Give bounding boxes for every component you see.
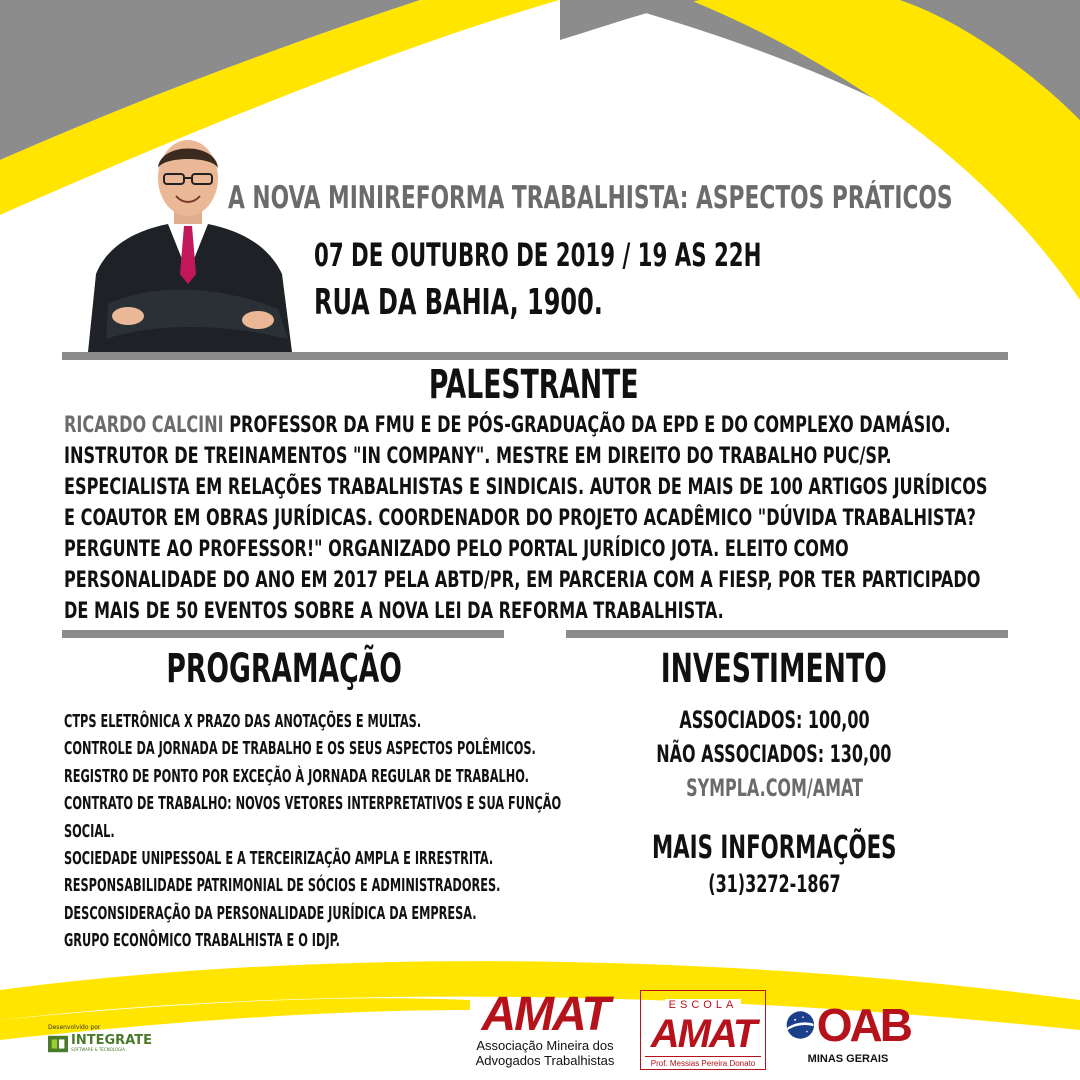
speaker-bio bbox=[64, 410, 1003, 627]
oab-region: MINAS GERAIS bbox=[807, 1053, 889, 1065]
divider-right bbox=[566, 630, 1008, 638]
integrate-logo bbox=[48, 1024, 152, 1058]
integrate-brand: INTEGRATE bbox=[71, 1033, 152, 1048]
program-item: CONTRATO DE TRABALHO: NOVOS VETORES INTERPRETATIVOS E SUA FUNÇÃO bbox=[64, 794, 562, 815]
event-title: A NOVA MINIREFORMA TRABALHISTA: ASPECTOS PRÁTICOS bbox=[228, 180, 953, 216]
price-non-members bbox=[574, 740, 974, 768]
more-info-heading-text: MAIS INFORMAÇÕES bbox=[651, 828, 897, 866]
program-heading-text: PROGRAMAÇÃO bbox=[166, 646, 402, 692]
escola-logo-text: AMAT bbox=[650, 1012, 756, 1056]
price-members bbox=[574, 706, 974, 734]
contact-phone bbox=[574, 870, 974, 898]
investment-heading-text: INVESTIMENTO bbox=[660, 646, 888, 692]
amat-logo-text: AMAT bbox=[481, 988, 609, 1041]
program-heading bbox=[84, 646, 484, 692]
registration-link-text[interactable]: SYMPLA.COM/AMAT bbox=[685, 774, 863, 802]
more-info-heading bbox=[574, 828, 974, 866]
price-non-members-text: NÃO ASSOCIADOS: 130,00 bbox=[656, 740, 892, 768]
oab-logo bbox=[786, 1000, 910, 1074]
program-item: SOCIAL. bbox=[64, 821, 115, 842]
amat-name-line1: Associação Mineira dos bbox=[476, 1038, 614, 1053]
globe-icon bbox=[786, 1003, 815, 1047]
speaker-bio-text: PROFESSOR DA FMU E DE PÓS-GRADUAÇÃO DA EPD E DO COMPLEXO DAMÁSIO. INSTRUTOR DE TREINAMENTOS "IN COMPANY". MESTRE EM DIREITO DO TRABALHO PUC/SP. ESPECIALISTA EM RELAÇÕES TRABALHISTAS E SINDICAIS. AUTOR DE MAIS DE 100 ARTIGOS JURÍDICOS E COAUTOR EM OBRAS JURÍDICAS. COORDENADOR DO PROJETO ACADÊMICO "DÚVIDA TRABALHISTA? PERGUNTE AO PROFESSOR!" ORGANIZADO PELO PORTAL JURÍDICO JOTA. ELEITO COMO PERSONALIDADE DO ANO EM 2017 PELA ABTD/PR, EM PARCERIA COM A FIESP, POR TER PARTICIPADO DE MAIS DE 50 EVENTOS SOBRE A NOVA LEI DA REFORMA TRABALHISTA. bbox=[64, 412, 988, 624]
contact-phone-text: (31)3272-1867 bbox=[707, 870, 841, 898]
divider-left bbox=[62, 630, 504, 638]
program-item: GRUPO ECONÔMICO TRABALHISTA E O IDJP. bbox=[64, 931, 340, 952]
price-members-text: ASSOCIADOS: 100,00 bbox=[678, 706, 870, 734]
investment-heading bbox=[574, 646, 974, 692]
amat-name-line2: Advogados Trabalhistas bbox=[475, 1053, 615, 1068]
integrate-icon bbox=[48, 1035, 68, 1053]
speaker-photo bbox=[88, 134, 292, 352]
program-list bbox=[64, 709, 568, 956]
program-item: REGISTRO DE PONTO POR EXCEÇÃO À JORNADA REGULAR DE TRABALHO. bbox=[64, 766, 529, 787]
registration-link[interactable] bbox=[574, 774, 974, 802]
program-item: DESCONSIDERAÇÃO DA PERSONALIDADE JURÍDICA DA EMPRESA. bbox=[64, 903, 477, 924]
developed-by-label: Desenvolvido por bbox=[48, 1024, 101, 1031]
oab-logo-text: OAB bbox=[816, 999, 910, 1051]
integrate-tagline: SOFTWARE & TECNOLOGIA bbox=[71, 1047, 126, 1052]
speaker-name: RICARDO CALCINI bbox=[64, 412, 224, 438]
escola-label: ESCOLA bbox=[665, 999, 742, 1011]
divider-top bbox=[62, 352, 1008, 360]
program-item: RESPONSABILIDADE PATRIMONIAL DE SÓCIOS E ADMINISTRADORES. bbox=[64, 876, 501, 897]
escola-amat-logo bbox=[640, 990, 766, 1070]
program-item: CONTROLE DA JORNADA DE TRABALHO E OS SEUS ASPECTOS POLÊMICOS. bbox=[64, 739, 536, 760]
speaker-heading bbox=[334, 362, 734, 408]
amat-logo bbox=[470, 988, 620, 1072]
event-address: RUA DA BAHIA, 1900. bbox=[314, 282, 603, 323]
program-item: CTPS ELETRÔNICA X PRAZO DAS ANOTAÇÕES E MULTAS. bbox=[64, 712, 422, 732]
program-item: SOCIEDADE UNIPESSOAL E A TERCEIRIZAÇÃO AMPLA E IRRESTRITA. bbox=[64, 849, 494, 870]
escola-person: Prof. Messias Pereira Donato bbox=[645, 1056, 761, 1071]
event-date-time: 07 DE OUTUBRO DE 2019 / 19 AS 22H bbox=[314, 236, 762, 274]
speaker-heading-text: PALESTRANTE bbox=[429, 362, 639, 408]
